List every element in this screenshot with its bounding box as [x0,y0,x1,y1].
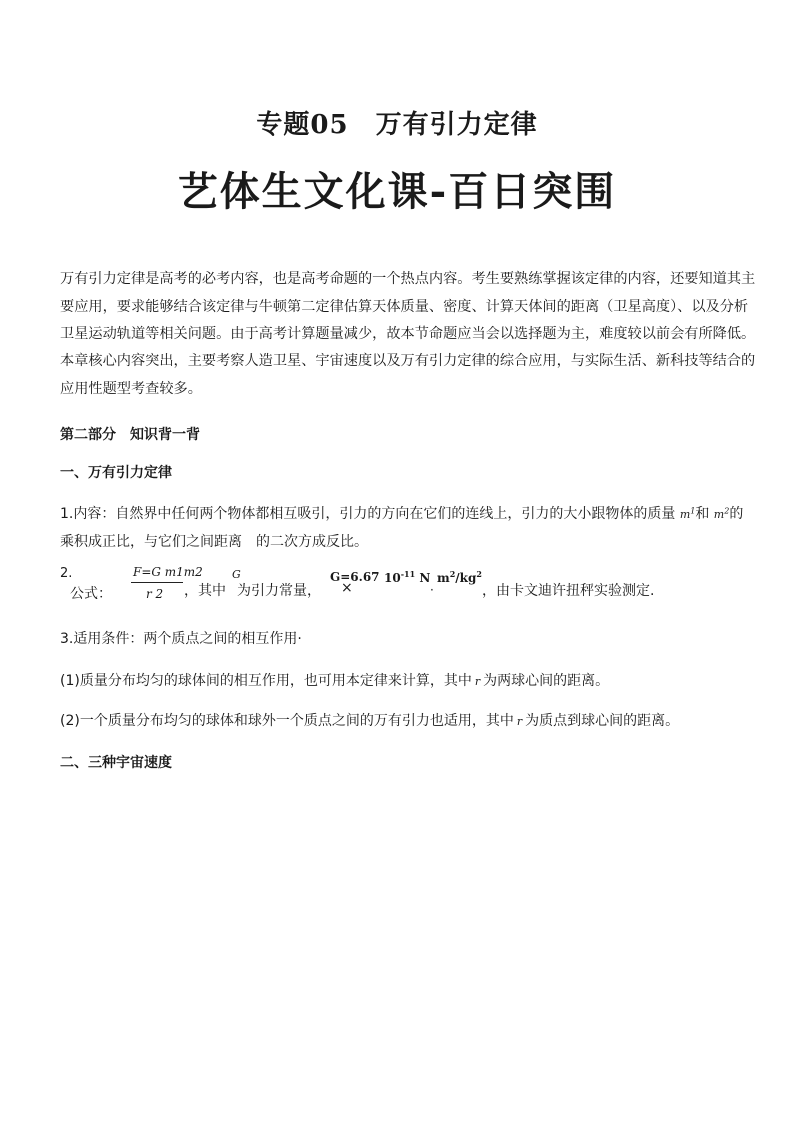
section-heading-law: 一、万有引力定律 [60,465,172,481]
item-text: 内容：自然界中任何两个物体都相互吸引，引力的方向在它们的连线上，引力的大小跟物体的质量 [73,506,676,522]
unit-expression: $m^2/kg^2$ [437,569,482,585]
constant-description: 为引力常量， [237,583,321,599]
section-heading-cosmic-velocities: 二、三种宇宙速度 [60,755,172,771]
item-number: 3. [60,631,74,647]
item-2-number: 2. [60,566,73,581]
unit-dot: · [430,583,434,597]
measurement-note: ，由卡文迪许扭秤实验测定. [482,583,655,599]
item-1 [60,503,743,523]
section-heading-part2: 第二部分 知识背一背 [60,427,200,443]
formula-label: 公式： [70,586,112,602]
item-number: 1. [60,506,74,522]
formula-denominator: r 2 [146,587,164,601]
intro-line: 要应用，要求能够结合该定律与牛顿第二定律估算天体质量、密度、计算天体间的距离（卫星高度）、以及分析 [60,299,749,315]
of-text: 的 [729,506,744,522]
item-text: 适用条件：两个质点之间的相互作用· [73,631,302,647]
intro-line: 应用性题型考查较多。 [60,381,202,397]
gravitational-constant-symbol: G [232,568,241,581]
fraction-bar [131,582,183,583]
document-title: 专题05 万有引力定律 [256,110,538,140]
condition-2: (2)一个质量分布均匀的球体和球外一个质点之间的万有引力也适用，其中 r 为质点到球心间的距离。 [60,713,680,729]
and-text: 和 [695,506,710,522]
times-sign: × [341,580,353,596]
mass-1-symbol: $m^1$ [679,506,696,521]
mass-2-symbol: $m^2$ [713,506,730,521]
radius-symbol: r [516,715,523,728]
intro-line: 万有引力定律是高考的必考内容，也是高考命题的一个热点内容。考生要熟练掌握该定律的内容，还要知道其主 [60,271,756,287]
condition-1: (1)质量分布均匀的球体间的相互作用，也可用本定律来计算，其中 r 为两球心间的距离。 [60,673,610,689]
document-subtitle: 艺体生文化课-百日突围 [177,168,617,215]
intro-line: 本章核心内容突出，主要考察人造卫星、宇宙速度以及万有引力定律的综合应用，与实际生活、新科技等结合的 [60,353,756,369]
radius-symbol: r [474,675,481,688]
item-3 [60,628,302,648]
constant-value: G=6.67 [330,570,380,584]
formula-numerator: F=G m1m2 [133,565,203,579]
power-of-ten: $10^{-11}$ N [384,569,431,585]
where-text: ，其中 [184,583,226,599]
item-1-continued: 乘积成正比，与它们之间距离 的二次方成反比。 [60,534,368,550]
intro-line: 卫星运动轨道等相关问题。由于高考计算题量减少，故本节命题应当会以选择题为主，难度较以前会有所降低。 [60,326,756,342]
